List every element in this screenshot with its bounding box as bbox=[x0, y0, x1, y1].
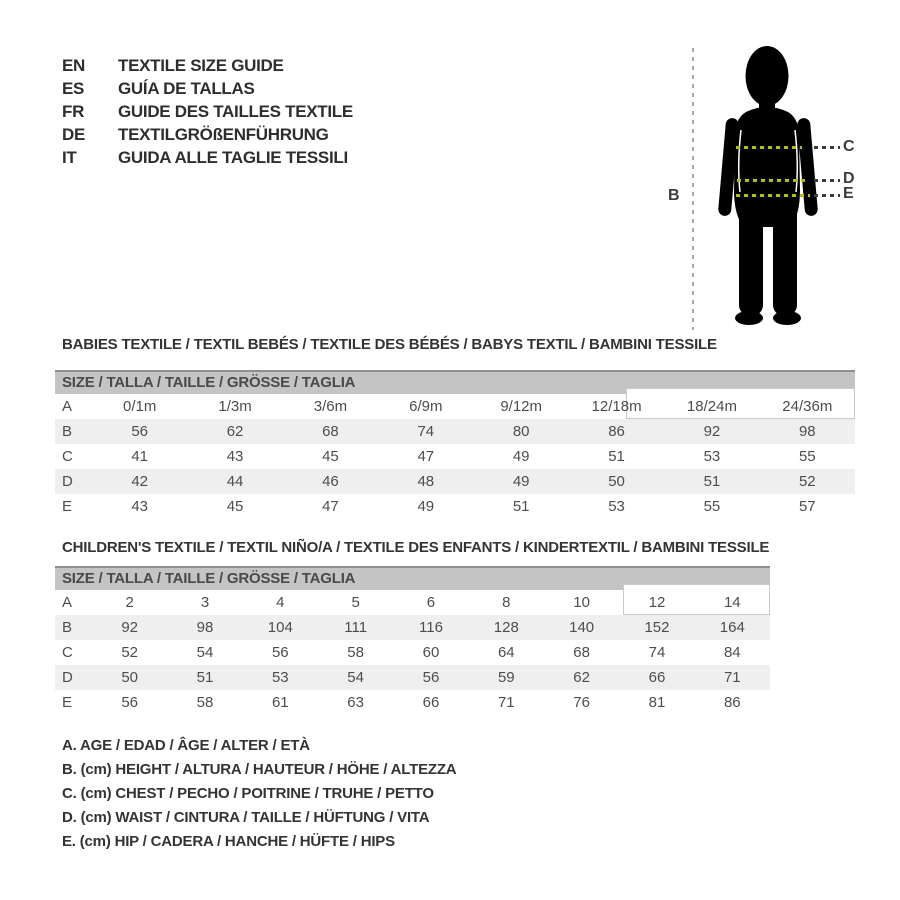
table-cell: 61 bbox=[271, 694, 289, 711]
language-title: GUIDE DES TAILLES TEXTILE bbox=[118, 102, 353, 121]
table-cell: 5 bbox=[351, 594, 360, 611]
table-cell: 58 bbox=[196, 694, 214, 711]
table-cell: 98 bbox=[798, 423, 816, 440]
hip-measure-line-extension bbox=[814, 194, 840, 197]
legend-line: A. AGE / EDAD / ÂGE / ALTER / ETÀ bbox=[62, 737, 310, 754]
table-cell: 62 bbox=[226, 423, 244, 440]
table-cell: 55 bbox=[703, 498, 721, 515]
table-cell: 64 bbox=[497, 644, 515, 661]
language-title: GUIDA ALLE TAGLIE TESSILI bbox=[118, 148, 348, 167]
table-cell: 6 bbox=[426, 594, 436, 611]
row-label: D bbox=[62, 473, 73, 490]
table-row bbox=[55, 590, 770, 615]
size-header-bar: SIZE / TALLA / TAILLE / GRÖSSE / TAGLIA bbox=[55, 370, 855, 394]
height-measure-line bbox=[692, 48, 694, 330]
table-cell: 74 bbox=[417, 423, 435, 440]
table-cell: 76 bbox=[573, 694, 590, 711]
table-cell: 54 bbox=[347, 669, 364, 686]
table-cell: 42 bbox=[131, 473, 149, 490]
table-cell: 66 bbox=[422, 694, 440, 711]
row-label: B bbox=[62, 423, 73, 440]
table-cell: 0/1m bbox=[123, 398, 157, 415]
row-label: B bbox=[62, 619, 73, 636]
table-row bbox=[55, 665, 770, 690]
table-cell: 86 bbox=[608, 423, 625, 440]
language-row bbox=[62, 54, 353, 77]
table-cell: 128 bbox=[493, 619, 519, 636]
language-code: IT bbox=[62, 148, 77, 167]
table-cell: 111 bbox=[344, 619, 368, 636]
children-table-title: CHILDREN'S TEXTILE / TEXTIL NIÑO/A / TEXTILE DES ENFANTS / KINDERTEXTIL / BAMBINI TESSILE bbox=[62, 539, 770, 556]
table-cell: 92 bbox=[121, 619, 138, 636]
table-cell: 50 bbox=[121, 669, 138, 686]
table-cell: 53 bbox=[608, 498, 625, 515]
legend-line: E. (cm) HIP / CADERA / HANCHE / HÜFTE / HIPS bbox=[62, 833, 395, 850]
child-silhouette-figure bbox=[712, 40, 824, 332]
table-cell: 92 bbox=[703, 423, 721, 440]
table-cell: 62 bbox=[573, 669, 590, 686]
language-title: GUÍA DE TALLAS bbox=[118, 79, 255, 98]
babies-table-title: BABIES TEXTILE / TEXTIL BEBÉS / TEXTILE DES BÉBÉS / BABYS TEXTIL / BAMBINI TESSILE bbox=[62, 336, 717, 353]
table-cell: 80 bbox=[512, 423, 530, 440]
language-row bbox=[62, 100, 353, 123]
table-cell: 63 bbox=[347, 694, 364, 711]
table-row bbox=[55, 640, 770, 665]
table-cell: 43 bbox=[131, 498, 149, 515]
table-cell: 3 bbox=[200, 594, 210, 611]
language-title: TEXTILE SIZE GUIDE bbox=[118, 56, 284, 75]
table-cell: 48 bbox=[417, 473, 435, 490]
table-cell: 51 bbox=[608, 448, 625, 465]
hip-label: E bbox=[843, 185, 854, 202]
row-label: C bbox=[62, 644, 73, 661]
row-label: E bbox=[62, 498, 73, 515]
language-row bbox=[62, 123, 353, 146]
legend-line: C. (cm) CHEST / PECHO / POITRINE / TRUHE / PETTO bbox=[62, 785, 434, 802]
table-cell: 54 bbox=[196, 644, 214, 661]
table-cell: 56 bbox=[271, 644, 289, 661]
chest-measure-line bbox=[736, 146, 802, 149]
table-cell: 68 bbox=[322, 423, 339, 440]
table-cell: 24/36m bbox=[782, 398, 833, 415]
table-cell: 52 bbox=[121, 644, 138, 661]
table-cell: 98 bbox=[196, 619, 214, 636]
table-row bbox=[55, 615, 770, 640]
table-cell: 10 bbox=[573, 594, 590, 611]
table-cell: 71 bbox=[723, 669, 741, 686]
language-code: EN bbox=[62, 56, 86, 75]
table-cell: 104 bbox=[267, 619, 293, 636]
table-cell: 74 bbox=[648, 644, 666, 661]
table-cell: 12 bbox=[648, 594, 666, 611]
language-code: ES bbox=[62, 79, 85, 98]
table-cell: 12/18m bbox=[591, 398, 642, 415]
table-cell: 18/24m bbox=[686, 398, 737, 415]
table-cell: 56 bbox=[422, 669, 440, 686]
table-cell: 81 bbox=[648, 694, 666, 711]
table-cell: 2 bbox=[125, 594, 134, 611]
table-cell: 49 bbox=[417, 498, 435, 515]
language-code: DE bbox=[62, 125, 86, 144]
chest-measure-line-extension bbox=[814, 146, 840, 149]
table-cell: 47 bbox=[322, 498, 339, 515]
table-cell: 164 bbox=[719, 619, 745, 636]
table-cell: 6/9m bbox=[409, 398, 443, 415]
table-cell: 84 bbox=[723, 644, 741, 661]
table-row bbox=[55, 419, 855, 444]
table-cell: 71 bbox=[497, 694, 515, 711]
language-title: TEXTILGRÖßENFÜHRUNG bbox=[118, 125, 329, 144]
table-row bbox=[55, 469, 855, 494]
table-cell: 44 bbox=[226, 473, 244, 490]
table-row bbox=[55, 494, 855, 519]
table-cell: 51 bbox=[512, 498, 530, 515]
table-cell: 50 bbox=[608, 473, 625, 490]
hip-measure-line bbox=[736, 194, 810, 197]
table-cell: 49 bbox=[512, 448, 530, 465]
language-list bbox=[62, 54, 353, 169]
table-cell: 3/6m bbox=[313, 398, 348, 415]
table-cell: 86 bbox=[723, 694, 741, 711]
language-row bbox=[62, 77, 353, 100]
table-cell: 43 bbox=[226, 448, 244, 465]
row-label: D bbox=[62, 669, 73, 686]
legend-line: D. (cm) WAIST / CINTURA / TAILLE / HÜFTUNG / VITA bbox=[62, 809, 430, 826]
table-cell: 52 bbox=[798, 473, 816, 490]
waist-measure-line-extension bbox=[814, 179, 840, 182]
row-label: E bbox=[62, 694, 73, 711]
language-row bbox=[62, 146, 353, 169]
table-cell: 8 bbox=[502, 594, 511, 611]
waist-measure-line bbox=[737, 179, 807, 182]
size-header-bar: SIZE / TALLA / TAILLE / GRÖSSE / TAGLIA bbox=[55, 566, 770, 590]
table-cell: 1/3m bbox=[218, 398, 252, 415]
language-code: FR bbox=[62, 102, 85, 121]
table-cell: 56 bbox=[121, 694, 138, 711]
table-cell: 45 bbox=[322, 448, 339, 465]
table-cell: 55 bbox=[798, 448, 816, 465]
table-cell: 47 bbox=[417, 448, 435, 465]
table-row bbox=[55, 690, 770, 715]
table-cell: 152 bbox=[644, 619, 670, 636]
table-cell: 140 bbox=[569, 619, 595, 636]
height-label: B bbox=[668, 187, 680, 204]
table-cell: 46 bbox=[322, 473, 339, 490]
table-cell: 56 bbox=[131, 423, 149, 440]
table-cell: 66 bbox=[648, 669, 666, 686]
table-cell: 14 bbox=[723, 594, 741, 611]
table-cell: 53 bbox=[703, 448, 721, 465]
children-size-table bbox=[55, 539, 770, 715]
table-cell: 41 bbox=[131, 448, 149, 465]
row-label: A bbox=[62, 594, 73, 611]
table-cell: 60 bbox=[422, 644, 440, 661]
table-cell: 9/12m bbox=[500, 398, 543, 415]
table-row bbox=[55, 444, 855, 469]
table-cell: 45 bbox=[226, 498, 244, 515]
children-table-rows bbox=[55, 590, 770, 715]
table-cell: 59 bbox=[497, 669, 515, 686]
chest-label: C bbox=[843, 138, 855, 155]
babies-table-rows bbox=[55, 394, 855, 519]
table-cell: 4 bbox=[276, 594, 285, 611]
table-cell: 53 bbox=[271, 669, 289, 686]
table-row bbox=[55, 394, 855, 419]
table-cell: 58 bbox=[347, 644, 364, 661]
row-label: C bbox=[62, 448, 73, 465]
table-cell: 57 bbox=[798, 498, 816, 515]
babies-size-table bbox=[55, 336, 855, 519]
legend-line: B. (cm) HEIGHT / ALTURA / HAUTEUR / HÖHE / ALTEZZA bbox=[62, 761, 457, 778]
waist-label: D bbox=[843, 170, 855, 187]
measurement-legend bbox=[62, 734, 456, 854]
table-cell: 116 bbox=[419, 619, 443, 636]
table-cell: 68 bbox=[573, 644, 590, 661]
table-cell: 49 bbox=[512, 473, 530, 490]
table-cell: 51 bbox=[196, 669, 214, 686]
table-cell: 51 bbox=[703, 473, 721, 490]
row-label: A bbox=[62, 398, 73, 415]
